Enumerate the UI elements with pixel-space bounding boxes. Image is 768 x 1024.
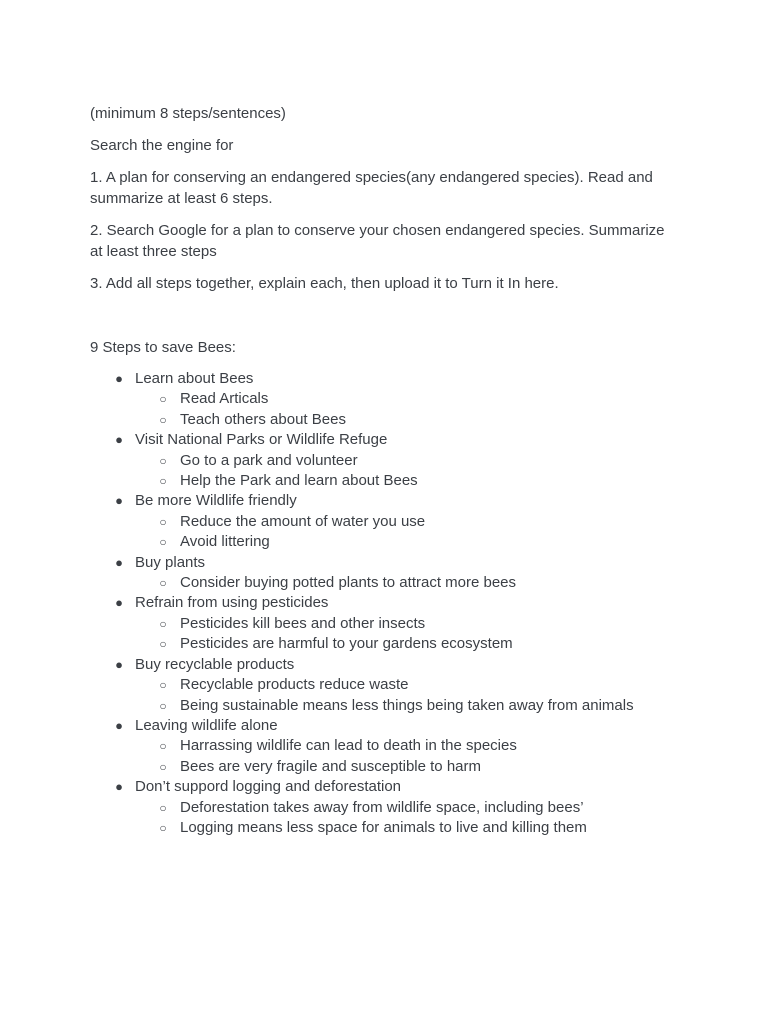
- bullet-circle-icon: ○: [159, 392, 167, 407]
- bullet-circle-icon: ○: [159, 698, 167, 713]
- sub-item: [135, 410, 680, 430]
- step-item: [90, 430, 680, 491]
- bullet-circle-icon: ○: [159, 412, 167, 427]
- step-sublist: [135, 389, 680, 430]
- document-body: [90, 103, 680, 838]
- sub-item: [135, 451, 680, 471]
- bullet-circle-icon: ○: [159, 739, 167, 754]
- sub-item-label: Being sustainable means less things being taken away from animals: [180, 696, 634, 714]
- bullet-circle-icon: ○: [159, 759, 167, 774]
- sub-item-label: Reduce the amount of water you use: [180, 512, 426, 530]
- sub-item: [135, 757, 680, 777]
- step-label: Buy plants: [135, 553, 206, 571]
- sub-item: [135, 512, 680, 532]
- step-label: Learn about Bees: [135, 370, 254, 387]
- sub-item-label: Deforestation takes away from wildlife space, including bees’: [180, 798, 584, 816]
- bullet-dot-icon: ●: [115, 493, 123, 509]
- step-sublist: [135, 736, 680, 777]
- bullet-circle-icon: ○: [159, 453, 167, 468]
- step-item: [90, 593, 680, 654]
- step-item: [90, 655, 680, 716]
- sub-item-label: Go to a park and volunteer: [180, 451, 358, 469]
- bullet-dot-icon: ●: [115, 656, 123, 672]
- bullet-circle-icon: ○: [159, 474, 167, 489]
- step-label: Buy recyclable products: [135, 655, 295, 673]
- instruction-item-1: 1. A plan for conserving an endangered species(any endangered species). Read and summarize at least 6 steps.: [90, 169, 653, 207]
- instruction-item-2: 2. Search Google for a plan to conserve your chosen endangered species. Summarize at least three steps: [90, 222, 665, 260]
- blank-line: [90, 305, 680, 337]
- step-label: Leaving wildlife alone: [135, 716, 278, 734]
- sub-item-label: Pesticides are harmful to your gardens ecosystem: [180, 635, 513, 653]
- sub-item: [135, 471, 680, 491]
- sub-item-label: Recyclable products reduce waste: [180, 676, 409, 694]
- bullet-circle-icon: ○: [159, 678, 167, 693]
- bullet-circle-icon: ○: [159, 576, 167, 591]
- step-item: [90, 716, 680, 777]
- bullet-dot-icon: ●: [115, 717, 123, 733]
- steps-list: [90, 369, 680, 838]
- sub-item-label: Pesticides kill bees and other insects: [180, 614, 426, 632]
- step-sublist: [135, 675, 680, 716]
- bullet-circle-icon: ○: [159, 800, 167, 815]
- sub-item: [135, 798, 680, 818]
- sub-item: [135, 675, 680, 695]
- sub-item-label: Avoid littering: [180, 533, 270, 551]
- bullet-circle-icon: ○: [159, 637, 167, 652]
- step-sublist: [135, 451, 680, 492]
- step-label: Be more Wildlife friendly: [135, 492, 297, 510]
- bullet-dot-icon: ●: [115, 371, 123, 386]
- step-item: [90, 553, 680, 594]
- sub-item-label: Bees are very fragile and susceptible to harm: [180, 757, 481, 775]
- bullet-circle-icon: ○: [159, 514, 167, 529]
- sub-item: [135, 614, 680, 634]
- intro-search-line: Search the engine for: [90, 137, 234, 154]
- step-sublist: [135, 614, 680, 655]
- sub-item-label: Teach others about Bees: [180, 410, 346, 428]
- step-sublist: [135, 798, 680, 839]
- step-label: Refrain from using pesticides: [135, 594, 329, 612]
- step-sublist: [135, 573, 680, 593]
- bullet-circle-icon: ○: [159, 535, 167, 550]
- sub-item: [135, 389, 680, 409]
- sub-item-label: Logging means less space for animals to live and killing them: [180, 818, 587, 836]
- bullet-dot-icon: ●: [115, 779, 123, 795]
- sub-item: [135, 634, 680, 654]
- sub-item-label: Help the Park and learn about Bees: [180, 472, 418, 490]
- steps-heading: 9 Steps to save Bees:: [90, 339, 236, 356]
- bullet-dot-icon: ●: [115, 595, 123, 611]
- step-item: [90, 491, 680, 552]
- sub-item-label: Harrassing wildlife can lead to death in the species: [180, 737, 517, 755]
- sub-item: [135, 573, 680, 593]
- bullet-circle-icon: ○: [159, 616, 167, 631]
- bullet-dot-icon: ●: [115, 432, 123, 448]
- step-item: [90, 777, 680, 838]
- sub-item-label: Consider buying potted plants to attract more bees: [180, 574, 517, 592]
- sub-item: [135, 532, 680, 552]
- step-label: Visit National Parks or Wildlife Refuge: [135, 431, 388, 449]
- step-sublist: [135, 512, 680, 553]
- step-item: [90, 369, 680, 430]
- sub-item: [135, 696, 680, 716]
- sub-item-label: Read Articals: [180, 390, 269, 408]
- intro-minimum-note: (minimum 8 steps/sentences): [90, 105, 286, 122]
- instruction-item-3: 3. Add all steps together, explain each, then upload it to Turn it In here.: [90, 275, 559, 292]
- sub-item: [135, 818, 680, 838]
- sub-item: [135, 736, 680, 756]
- step-label: Don’t suppord logging and deforestation: [135, 778, 402, 796]
- bullet-circle-icon: ○: [159, 820, 167, 835]
- bullet-dot-icon: ●: [115, 554, 123, 570]
